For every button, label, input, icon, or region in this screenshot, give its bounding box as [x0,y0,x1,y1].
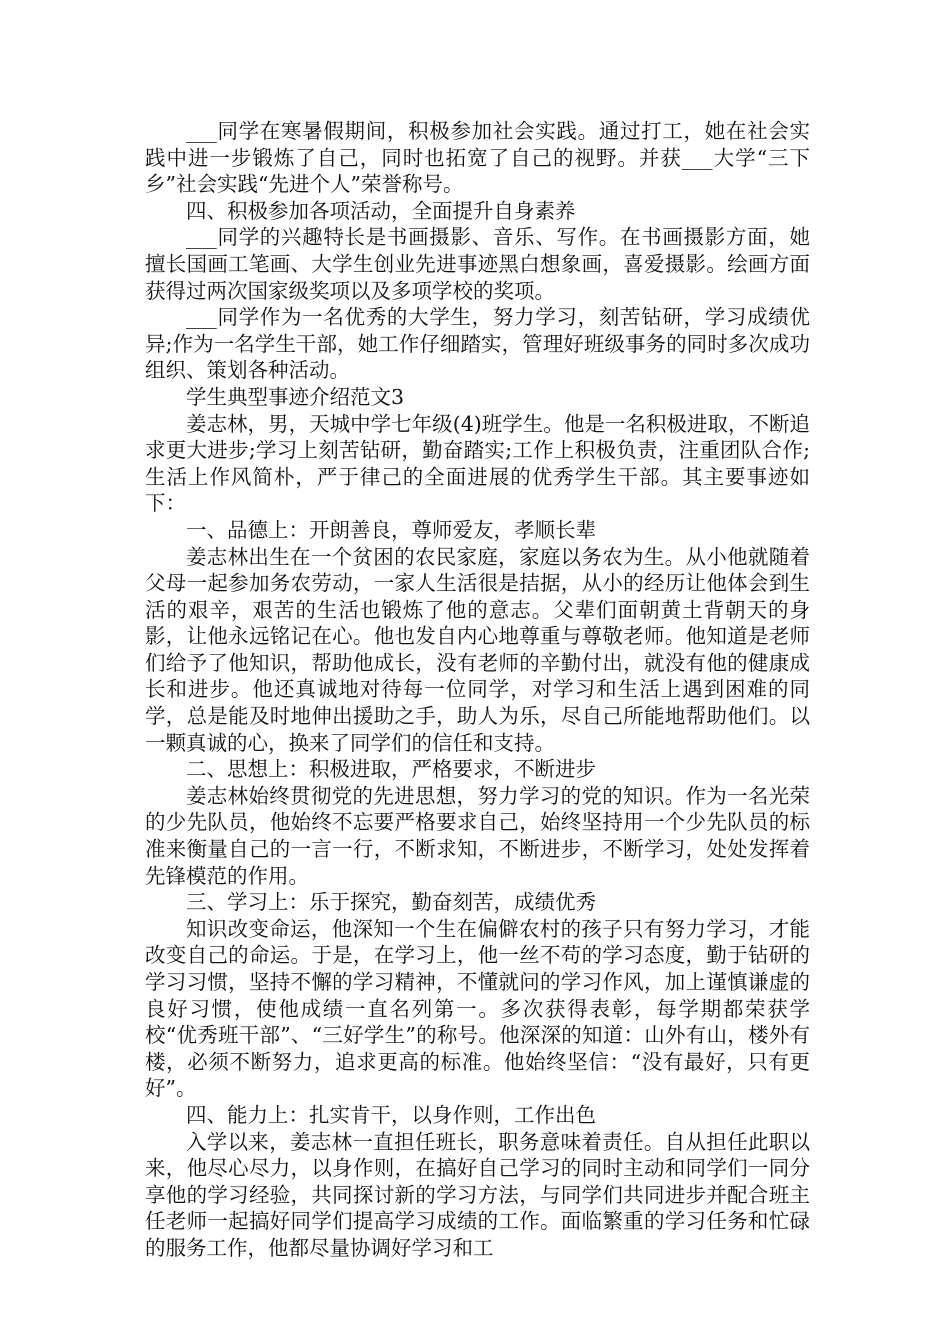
heading-ability: 四、能力上：扎实肯干，以身作则，工作出色 [186,1102,596,1127]
heading-morality: 一、品德上：开朗善良，尊师爱友，孝顺长辈 [186,517,596,542]
heading-thought: 二、思想上：积极进取，严格要求，不断进步 [186,757,596,782]
heading-activities: 四、积极参加各项活动，全面提升自身素养 [186,198,576,223]
heading-study: 三、学习上：乐于探究，勤奋刻苦，成绩优秀 [186,890,596,915]
paragraph-hobbies: ___同学的兴趣特长是书画摄影、音乐、写作。在书画摄影方面，她擅长国画工笔画、大学生创业先进事迹黑白想象画，喜爱摄影。绘画方面获得过两次国家级奖项以及多项学校的奖项。 [145,225,810,303]
paragraph-ability: 入学以来，姜志林一直担任班长，职务意味着责任。自从担任此职以来，他尽心尽力，以身作则，在搞好自己学习的同时主动和同学们一同分享他的学习经验，共同探讨新的学习方法，与同学们共同进步并配合班主任老师一起搞好同学们提高学习成绩的工作。面临繁重的学习任务和忙碌的服务工作，他都尽量协调好学习和工 [145,1129,810,1260]
paragraph-summary: ___同学作为一名优秀的大学生，努力学习，刻苦钻研，学习成绩优异;作为一名学生干部，她工作仔细踏实，管理好班级事务的同时多次成功组织、策划各种活动。 [145,305,810,383]
paragraph-study: 知识改变命运，他深知一个生在偏僻农村的孩子只有努力学习，才能改变自己的命运。于是，在学习上，他一丝不苟的学习态度，勤于钻研的学习习惯，坚持不懈的学习精神，不懂就问的学习作风，加上谨慎谦虚的良好习惯，使他成绩一直名列第一。多次获得表彰，每学期都荣获学校“优秀班干部”、“三好学生”的称号。他深深的知道：山外有山，楼外有楼，必须不断努力，追求更高的标准。他始终坚信：“没有最好，只有更好”。 [145,916,810,1101]
document-page [145,118,810,1262]
section-title-example-3: 学生典型事迹介绍范文3 [186,384,405,409]
paragraph-morality: 姜志林出生在一个贫困的农民家庭，家庭以务农为生。从小他就随着父母一起参加务农劳动，一家人生活很是拮据，从小的经历让他体会到生活的艰辛，艰苦的生活也锻炼了他的意志。父辈们面朝黄土背朝天的身影，让他永远铭记在心。他也发自内心地尊重与尊敬老师。他知道是老师们给予了他知识，帮助他成长，没有老师的辛勤付出，就没有他的健康成长和进步。他还真诚地对待每一位同学，对学习和生活上遇到困难的同学，总是能及时地伸出援助之手，助人为乐，尽自己所能地帮助他们。以一颗真诚的心，换来了同学们的信任和支持。 [145,544,810,755]
paragraph-thought: 姜志林始终贯彻党的先进思想，努力学习的党的知识。作为一名光荣的少先队员，他始终不忘要严格要求自己，始终坚持用一个少先队员的标准来衡量自己的一言一行，不断求知，不断进步，不断学习，处处发挥着先锋模范的作用。 [145,783,810,888]
paragraph-practice: ___同学在寒暑假期间，积极参加社会实践。通过打工，她在社会实践中进一步锻炼了自己，同时也拓宽了自己的视野。并获___大学“三下乡”社会实践“先进个人”荣誉称号。 [145,119,810,197]
paragraph-intro: 姜志林，男，天城中学七年级(4)班学生。他是一名积极进取，不断追求更大进步;学习上刻苦钻研，勤奋踏实;工作上积极负责，注重团队合作;生活上作风简朴，严于律己的全面进展的优秀学生干部。其主要事迹如下： [145,411,810,516]
